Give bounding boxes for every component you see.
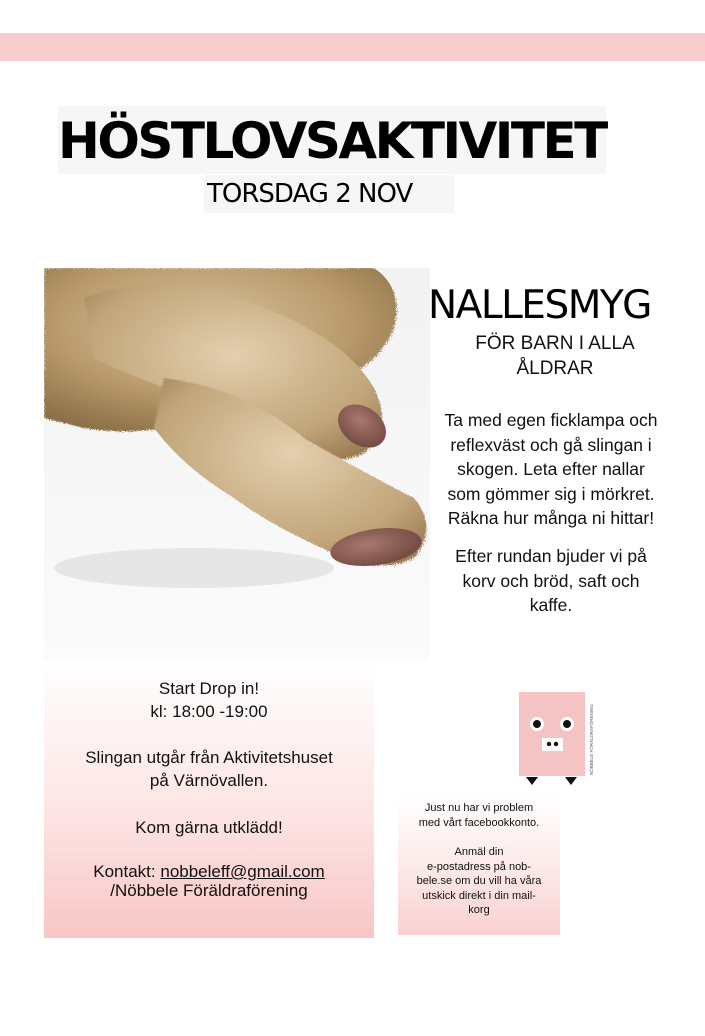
description-line: reflexväst och gå slingan i bbox=[450, 434, 652, 455]
logo-side-text: NÖBBELE FÖRÄLDRAFÖRENING bbox=[589, 704, 594, 775]
audience-line: FÖR BARN I ALLA bbox=[475, 333, 635, 354]
audience-text bbox=[455, 331, 655, 381]
activity-description bbox=[426, 408, 676, 531]
facebook-notice-box bbox=[398, 795, 560, 935]
notice-line: utskick direkt i din mail- bbox=[422, 890, 536, 902]
description-line: Räkna hur många ni hittar! bbox=[447, 508, 655, 528]
event-date: TORSDAG 2 NOV bbox=[207, 179, 413, 209]
notice-line: bele.se om du vill ha våra bbox=[416, 875, 542, 887]
page-title: HÖSTLOVSAKTIVITET bbox=[58, 112, 606, 170]
contact-label: Kontakt: bbox=[93, 862, 161, 881]
description-line: Ta med egen ficklampa och bbox=[444, 410, 658, 430]
organization-text: /Nöbbele Föräldraförening bbox=[110, 881, 308, 900]
treat-line: korv och bröd, saft och bbox=[462, 570, 640, 591]
top-pink-band bbox=[0, 33, 705, 61]
description-line: som gömmer sig i mörkret. bbox=[447, 483, 655, 504]
teddy-bear-photo bbox=[44, 268, 430, 660]
route-text: Slingan utgår från Aktivitetshuset bbox=[85, 748, 333, 767]
route-text: på Värnövallen. bbox=[149, 771, 269, 790]
treat-text bbox=[426, 544, 676, 618]
contact-email-link[interactable]: nobbeleff@gmail.com bbox=[160, 862, 325, 881]
activity-title: NALLESMYG bbox=[428, 283, 651, 328]
shadow bbox=[54, 548, 334, 588]
start-text: Start Drop in! bbox=[158, 679, 260, 698]
event-info-box bbox=[44, 663, 374, 938]
audience-line: ÅLDRAR bbox=[516, 358, 594, 379]
notice-line: Just nu har vi problem bbox=[424, 802, 534, 814]
costume-text: Kom gärna utklädd! bbox=[135, 818, 283, 837]
treat-line: Efter rundan bjuder vi på bbox=[455, 546, 647, 566]
time-text: kl: 18:00 -19:00 bbox=[150, 702, 268, 721]
pig-logo bbox=[518, 691, 598, 787]
notice-line: med vårt facebookkonto. bbox=[418, 817, 540, 829]
description-line: skogen. Leta efter nallar bbox=[457, 459, 645, 479]
notice-line: Anmäl din bbox=[454, 846, 504, 858]
notice-line: korg bbox=[468, 904, 490, 916]
treat-line: kaffe. bbox=[529, 595, 573, 615]
notice-line: e-postadress på nob- bbox=[427, 861, 531, 873]
